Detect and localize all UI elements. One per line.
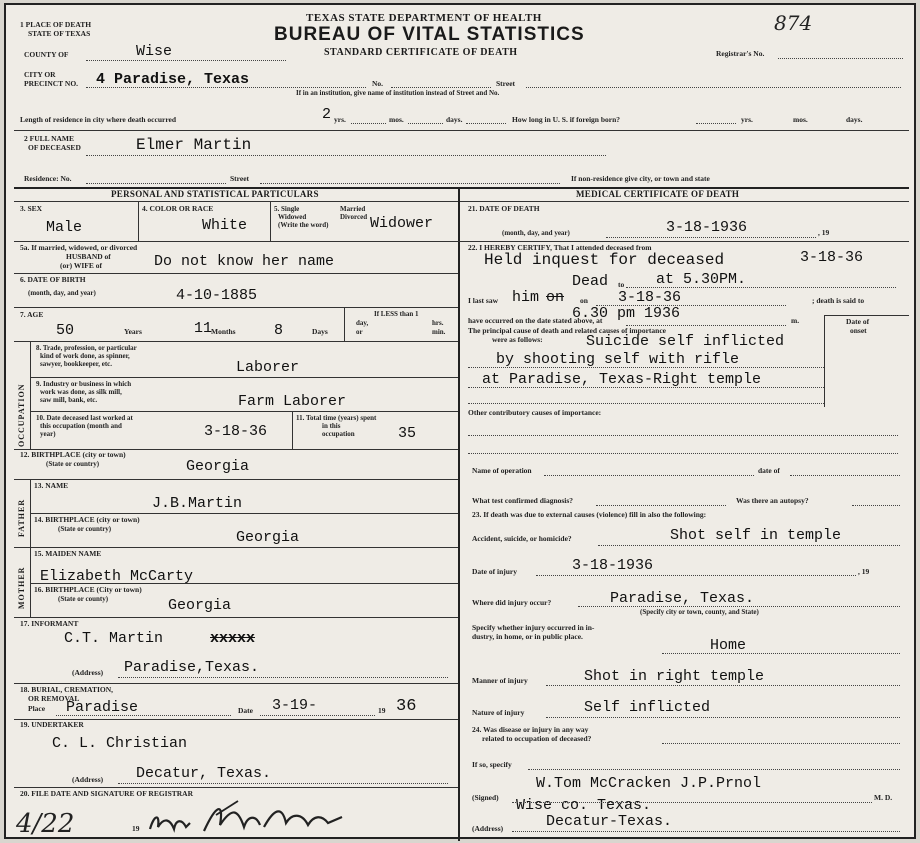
registrar-no-label: Registrar's No. — [716, 49, 765, 58]
mother-birthplace-label-1: 16. BIRTHPLACE (City or town) — [34, 585, 142, 594]
undertaker-name: C. L. Christian — [52, 735, 188, 752]
years-label: Years — [124, 327, 142, 336]
cause-2: by shooting self with rifle — [496, 351, 740, 368]
full-name-label-1: 2 FULL NAME — [24, 134, 75, 143]
cause-label-2: were as follows: — [492, 335, 543, 344]
operation-date-label: date of — [758, 466, 780, 475]
death-said-label: ; death is said to — [812, 296, 865, 305]
non-residence-note: If non-residence give city, or town and state — [571, 174, 710, 183]
burial-year-prefix: 19 — [378, 706, 386, 715]
last-worked-label-3: year) — [40, 430, 56, 438]
burial-year: 36 — [396, 697, 417, 716]
occurred-time: 6.30 pm 1936 — [572, 305, 681, 322]
birthplace-value: Georgia — [186, 458, 250, 475]
certify-date: 3-18-36 — [800, 249, 864, 266]
last-saw-him: him — [512, 289, 540, 306]
last-worked-value: 3-18-36 — [204, 423, 268, 440]
injury-where-label: Where did injury occur? — [472, 598, 552, 607]
external-label: 23. If death was due to external causes (violence) fill in also the following: — [472, 510, 707, 519]
autopsy-label: Was there an autopsy? — [736, 496, 809, 505]
cause-3: at Paradise, Texas-Right temple — [482, 371, 762, 388]
dod-suffix: , 19 — [818, 228, 830, 237]
birthplace-label-1: 12. BIRTHPLACE (city or town) — [20, 450, 126, 459]
manner-value: Shot in right temple — [584, 668, 765, 685]
city-value: 4 Paradise, Texas — [96, 71, 250, 88]
occupation-side-label: OCCUPATION — [17, 383, 26, 447]
bureau-title: BUREAU OF VITAL STATISTICS — [274, 24, 585, 45]
industry-label-2: work was done, as silk mill, — [40, 388, 122, 396]
industry-value: Farm Laborer — [238, 393, 347, 410]
burial-label-1: 18. BURIAL, CREMATION, — [20, 685, 113, 694]
cause-label-1: The principal cause of death and related causes of importance — [468, 326, 666, 335]
father-birthplace-label-1: 14. BIRTHPLACE (city or town) — [34, 515, 140, 524]
marital-label-single: 5. Single — [274, 205, 300, 213]
mother-name-label: 15. MAIDEN NAME — [34, 549, 102, 558]
nature-label: Nature of injury — [472, 708, 525, 717]
father-name-label: 13. NAME — [34, 481, 69, 490]
mos-label: mos. — [389, 115, 404, 124]
spouse-value: Do not know her name — [154, 253, 335, 270]
occurred-label: have occurred on the date stated above, at — [468, 316, 603, 325]
md-label: M. D. — [874, 793, 893, 802]
residence-length-label: Length of residence in city where death occurred — [20, 115, 177, 124]
last-saw-label: I last saw — [468, 296, 499, 305]
if-so-label: If so, specify — [472, 760, 512, 769]
injury-year-label: , 19 — [858, 567, 870, 576]
certificate-number: 874 — [774, 11, 813, 35]
city-label-2: PRECINCT NO. — [24, 79, 79, 88]
injury-date: 3-18-1936 — [572, 557, 654, 574]
signed-label: (Signed) — [472, 793, 499, 802]
manner-label: Manner of injury — [472, 676, 528, 685]
trade-label-1: 8. Trade, profession, or particular — [36, 344, 137, 352]
injury-where: Paradise, Texas. — [610, 590, 755, 607]
dod-label-1: 21. DATE OF DEATH — [468, 204, 540, 213]
age-months: 11 — [194, 320, 213, 337]
marital-label-married: Married — [340, 205, 366, 213]
total-time-label-2: in this — [322, 422, 341, 430]
certify-line: Held inquest for deceased — [484, 251, 725, 269]
contributory-label: Other contributory causes of importance: — [468, 408, 602, 417]
burial-label-3: Place — [28, 704, 46, 713]
industry-label-1: 9. Industry or business in which — [36, 380, 132, 388]
father-birthplace: Georgia — [236, 529, 300, 546]
age-label: 7. AGE — [20, 310, 44, 319]
burial-date-label: Date — [238, 706, 253, 715]
filing-label: 20. FILE DATE AND SIGNATURE OF REGISTRAR — [20, 789, 194, 798]
burial-date: 3-19- — [272, 697, 318, 714]
undertaker-label: 19. UNDERTAKER — [20, 720, 84, 729]
trade-label-2: kind of work done, as spinner, — [40, 352, 130, 360]
street-label: Street — [496, 79, 516, 88]
race-value: White — [202, 217, 248, 234]
age-days: 8 — [274, 322, 284, 339]
specify-label-1: Specify whether injury occurred in in- — [472, 623, 595, 632]
signer-address-label: (Address) — [472, 824, 504, 833]
marital-label-write: (Write the word) — [278, 221, 329, 229]
signer-county: Wise co. Texas. — [516, 797, 652, 814]
trade-value: Laborer — [236, 359, 300, 376]
residence-street-label: Street — [230, 174, 250, 183]
medical-section-title: MEDICAL CERTIFICATE OF DEATH — [576, 189, 740, 199]
mother-name: Elizabeth McCarty — [40, 568, 194, 585]
race-label: 4. COLOR OR RACE — [142, 204, 214, 213]
mother-birthplace: Georgia — [168, 597, 232, 614]
months-label: Months — [211, 327, 236, 336]
full-name-label-2: OF DECEASED — [28, 143, 81, 152]
less-label-2: day, — [356, 319, 369, 327]
m-label: m. — [791, 316, 800, 325]
days-label: days. — [446, 115, 463, 124]
injury-date-label: Date of injury — [472, 567, 517, 576]
state-label: STATE OF TEXAS — [28, 29, 91, 38]
operation-label: Name of operation — [472, 466, 532, 475]
onset-label-1: Date of — [846, 317, 870, 326]
industry-label-3: saw mill, bank, etc. — [40, 396, 98, 404]
residence-length-value: 2 — [322, 106, 332, 123]
dod-label-2: (month, day, and year) — [502, 229, 570, 237]
place-of-death-label: 1 PLACE OF DEATH — [20, 20, 92, 29]
dob-label-1: 6. DATE OF BIRTH — [20, 275, 86, 284]
residence-label: Residence: No. — [24, 174, 72, 183]
last-worked-label-2: this occupation (month and — [40, 422, 122, 430]
informant-struck: xxxxx — [210, 630, 256, 647]
less-label-4: or — [356, 328, 363, 336]
county-value: Wise — [136, 43, 173, 60]
days-label-age: Days — [312, 327, 328, 336]
death-time: at 5.30PM. — [656, 271, 747, 288]
signer-name: W.Tom McCracken J.P.Prnol — [536, 775, 762, 792]
yrs-label: yrs. — [334, 115, 346, 124]
personal-section-title: PERSONAL AND STATISTICAL PARTICULARS — [111, 189, 319, 199]
informant-address-label: (Address) — [72, 668, 104, 677]
last-saw-on-label: on — [580, 296, 588, 305]
undertaker-address: Decatur, Texas. — [136, 765, 272, 782]
birthplace-label-2: (State or country) — [46, 460, 100, 468]
institution-note: If in an institution, give name of institution instead of Street and No. — [296, 89, 500, 97]
nature-value: Self inflicted — [584, 699, 711, 716]
specify-label-2: dustry, in home, or in public place. — [472, 632, 583, 641]
deceased-name: Elmer Martin — [136, 136, 252, 154]
cause-1: Suicide self inflicted — [586, 333, 785, 350]
accident-value: Shot self in temple — [670, 527, 842, 544]
burial-place: Paradise — [66, 699, 139, 716]
trade-label-3: sawyer, bookkeeper, etc. — [40, 360, 113, 368]
age-years: 50 — [56, 322, 75, 339]
spouse-label-2: HUSBAND of — [66, 252, 111, 261]
father-side-label: FATHER — [17, 498, 26, 537]
informant-address: Paradise,Texas. — [124, 659, 260, 676]
county-label: COUNTY OF — [24, 50, 69, 59]
marital-value: Widower — [370, 215, 434, 232]
undertaker-address-label: (Address) — [72, 775, 104, 784]
mother-side-label: MOTHER — [17, 566, 26, 609]
us-residence-label: How long in U. S. if foreign born? — [512, 115, 620, 124]
certify-label: 22. I HEREBY CERTIFY, That I attended deceased from — [468, 243, 652, 252]
disease-label-2: related to occupation of deceased? — [482, 734, 592, 743]
informant-name: C.T. Martin — [64, 630, 164, 647]
father-birthplace-label-2: (State or country) — [58, 525, 112, 533]
less-label-3: hrs. — [432, 319, 444, 327]
certificate-title: STANDARD CERTIFICATE OF DEATH — [324, 47, 518, 58]
signer-address: Decatur-Texas. — [546, 813, 673, 830]
total-time-label-3: occupation — [322, 430, 355, 438]
disease-label-1: 24. Was disease or injury in any way — [472, 725, 589, 734]
city-label-1: CITY OR — [24, 70, 56, 79]
dead-label: Dead — [572, 273, 609, 290]
no-label: No. — [372, 79, 384, 88]
specify-value: Home — [710, 637, 747, 654]
total-time-value: 35 — [398, 425, 417, 442]
sex-label: 3. SEX — [20, 204, 43, 213]
dob-label-2: (month, day, and year) — [28, 289, 96, 297]
burial-label-2: OR REMOVAL — [28, 694, 80, 703]
dod-value: 3-18-1936 — [666, 219, 748, 236]
department-title: TEXAS STATE DEPARTMENT OF HEALTH — [306, 12, 542, 24]
total-time-label-1: 11. Total time (years) spent — [296, 414, 377, 422]
filing-year-prefix: 19 — [132, 824, 140, 833]
dob-value: 4-10-1885 — [176, 287, 258, 304]
death-certificate — [4, 3, 916, 839]
diagnosis-label: What test confirmed diagnosis? — [472, 496, 574, 505]
less-label-5: min. — [432, 328, 446, 336]
accident-label: Accident, suicide, or homicide? — [472, 534, 572, 543]
us-yrs-label: yrs. — [741, 115, 753, 124]
onset-label-2: onset — [850, 326, 867, 335]
father-name: J.B.Martin — [152, 495, 243, 512]
injury-where-note: (Specify city or town, county, and State) — [640, 608, 759, 616]
us-days-label: days. — [846, 115, 863, 124]
less-label-1: If LESS than 1 — [374, 310, 419, 318]
marital-label-divorced: Divorced — [340, 213, 368, 221]
us-mos-label: mos. — [793, 115, 808, 124]
last-worked-label-1: 10. Date deceased last worked at — [36, 414, 133, 422]
last-saw-struck: on — [546, 289, 565, 306]
sex-value: Male — [46, 219, 83, 236]
to-label: to — [618, 280, 625, 289]
filing-date: 4/22 — [16, 809, 75, 839]
marital-label-widowed: Widowed — [278, 213, 307, 221]
last-saw-date: 3-18-36 — [618, 289, 682, 306]
spouse-label-1: 5a. If married, widowed, or divorced — [20, 243, 138, 252]
registrar-signature — [146, 795, 366, 840]
mother-birthplace-label-2: (State or county) — [58, 595, 109, 603]
informant-label: 17. INFORMANT — [20, 619, 79, 628]
spouse-label-3: (or) WIFE of — [60, 261, 102, 270]
